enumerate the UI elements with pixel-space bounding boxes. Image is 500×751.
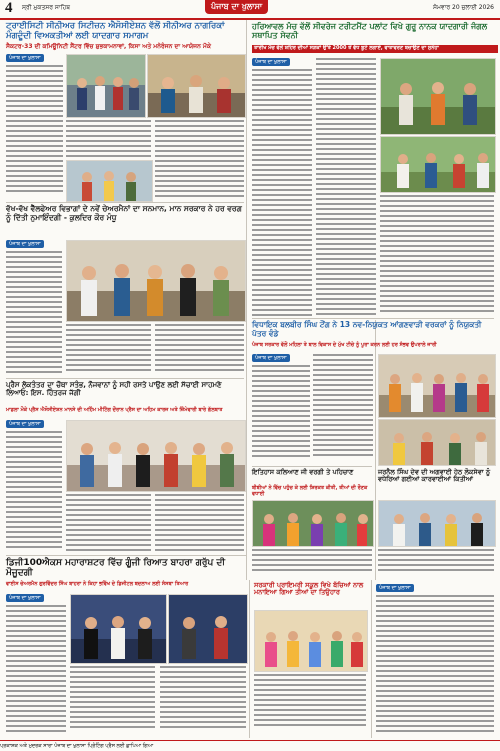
- article-photo: [380, 136, 496, 193]
- article-body: [66, 324, 151, 376]
- edition-city: ਸ੍ਰੀ ਮੁਕਤਸਰ ਸਾਹਿਬ: [22, 4, 71, 11]
- column-divider: [371, 580, 372, 738]
- imprint-footer: ਪ੍ਰਕਾਸ਼ਕ ਅਤੇ ਮੁਦਰਕ ਸਾਰਾ ਪੰਜਾਬ ਦਾ ਖੁਲਾਸਾ ਪ੍ਰਿੰਟਿੰਗ ਪ੍ਰੈਸ ਲਈ ਛਾਪਿਆ ਗਿਆ: [0, 740, 500, 751]
- article-photo: [147, 54, 246, 118]
- article-body: [66, 494, 151, 554]
- article-photo: [66, 420, 246, 492]
- subheadline-press-meeting: ਮਾਡਲਾ ਮੌਕੇ ਪ੍ਰੈਸ ਐਸੋਸੀਏਸ਼ਨ ਮਾਨਸੇ ਦੀ ਅਹਿੰਮ ਮੀਟਿੰਗ ਦੌਰਾਨ ਪ੍ਰੈਸ ਦਾ ਅਹਿਮ ਕਾਰਜ ਅਤੇ ਜ਼ਿੰਮੇਵਾਰੀ ਬਾਰੇ ਗੱਲਬਾਤ: [6, 407, 223, 413]
- article-photo: [168, 594, 248, 664]
- column-divider: [249, 580, 250, 738]
- subheadline-green-forest: ਤਾਰੀਖ ਮੰਚ ਵੱਲੋਂ ਸ਼ਹਿਰ ਦੀਆਂ ਸੜਕਾਂ ਉੱਤੇ 2000 ਤੋਂ ਵੱਧ ਬੂਟੇ ਲਗਾਏ, ਵਾਤਾਵਰਣ ਬਚਾਉਣ ਦਾ ਸੁਨੇਹਾ: [252, 45, 498, 53]
- article-photo: [66, 160, 153, 202]
- article-photo: [380, 58, 496, 135]
- article-body: [313, 354, 373, 460]
- page-header: [0, 0, 500, 20]
- article-photo: [66, 54, 146, 118]
- article-body: [6, 251, 62, 376]
- section-divider: [252, 466, 372, 467]
- article-photo: [252, 500, 374, 547]
- byline-tag: ਪੰਜਾਬ ਦਾ ਖੁਲਾਸਾ: [252, 58, 290, 66]
- masthead: ਪੰਜਾਬ ਦਾ ਖੁਲਾਸਾ: [205, 0, 268, 14]
- headline-anganwadi: ਵਿਧਾਇਕ ਬਲਬੀਰ ਸਿੰਘ ਟੌਂਗ ਨੇ 13 ਨਵ-ਨਿਯੁਕਤ ਆਂਗਣਵਾੜੀ ਵਰਕਰਾਂ ਨੂੰ ਨਿਯੁਕਤੀ ਪੱਤਰ ਵੰਡੇ: [252, 320, 482, 338]
- headline-green-forest: ਹਰਿਆਵਲ ਮੰਚ ਵੱਲੋਂ ਸੀਵਰੇਜ ਟਰੀਟਮੈਂਟ ਪਲਾਂਟ ਵਿਖੇ ਗੁਰੂ ਨਾਨਕ ਯਾਦਗਾਰੀ ਜੰਗਲ ਸਥਾਪਿਤ ਸੇਵਨੀ: [252, 22, 488, 41]
- article-body: [316, 58, 376, 318]
- article-body: [155, 324, 244, 376]
- article-photo: [70, 594, 167, 664]
- column-divider: [375, 320, 376, 580]
- subheadline-digi100x: ਵਾਈਸ ਚੇਅਰਮੈਨ ਗੁਰਵਿੰਦਰ ਸਿੰਘ ਬਾਹਰਾ ਨੇ ਕਿਹਾ ਭਵਿੱਖ ਦੇ ਡਿਜੀਟਲ ਬਦਲਾਅ ਲਈ ਸੰਸਥਾ ਤਿਆਰ: [6, 581, 189, 587]
- article-body: [6, 65, 63, 195]
- article-photo: [66, 240, 246, 322]
- section-divider: [6, 378, 244, 379]
- article-photo: [378, 500, 496, 547]
- byline-tag: ਪੰਜਾਬ ਦਾ ਖੁਲਾਸਾ: [6, 54, 44, 62]
- article-body: [70, 666, 155, 736]
- article-body: [380, 195, 494, 315]
- column-divider: [246, 20, 247, 580]
- article-photo: [378, 419, 496, 466]
- subheadline-anganwadi: ਪੰਜਾਬ ਸਰਕਾਰ ਵੱਲੋਂ ਮਹਿਲਾ ਤੇ ਬਾਲ ਵਿਕਾਸ ਦੇ ਮੁੱਖ ਟੀਚੇ ਨੂੰ ਪੂਰਾ ਕਰਨ ਲਈ ਹਰ ਸੰਭਵ ਉਪਰਾਲੇ ਜਾਰੀ: [252, 342, 437, 348]
- article-body: [6, 431, 62, 551]
- article-body: [252, 365, 310, 460]
- subheadline-teeyan: ਬੀਬੀਆਂ ਨੇ ਵਿੱਚ ਪਹੁੰਚ ਕੇ ਲਈ ਸ਼ਿਰਕਤ ਕੀਤੀ, ਤੀਆਂ ਦੀ ਰੌਣਕ ਵਧਾਈ: [252, 485, 368, 497]
- headline-chairmen-honour: ਵੱਖ-ਵੱਖ ਵੈੱਲਫੇਅਰ ਵਿਭਾਗਾਂ ਦੇ ਨਵੇਂ ਚੇਅਰਮੈਨਾਂ ਦਾ ਸਨਮਾਨ, ਮਾਨ ਸਰਕਾਰ ਨੇ ਹਰ ਵਰਗ ਨੂੰ ਦਿੱਤੀ ਨੁਮਾਇੰਦਗੀ - ਕੁਲਦਿਰ ਕੌਰ ਮੰਧੂ: [6, 204, 242, 222]
- article-body: [155, 494, 244, 554]
- section-divider: [252, 318, 494, 319]
- section-divider: [6, 555, 246, 556]
- subheadline-senior-citizens: ਸੈਕਟਰ-33 ਦੀ ਕਮਿਊਨਿਟੀ ਸੈਂਟਰ ਵਿੱਚ ਸ਼ੁਭਕਾਮਨਾਵਾਂ, ਕਿਸਾ ਅਤੇ ਮਨੋਰੰਜਨ ਦਾ ਆਯੋਜਨ ਮੌਕੇ: [6, 43, 211, 50]
- byline-tag: ਪੰਜਾਬ ਦਾ ਖੁਲਾਸਾ: [252, 354, 290, 362]
- article-body: [252, 69, 312, 319]
- headline-digi100x: ਡਿਜੀ100ਐਕਸ ਮਹਾਰਾਸ਼ਟਰ ਵਿੱਚ ਗੂੰਜੀ ਰਿਆਤ ਬਾਹਰਾ ਗਰੁੱਪ ਦੀ ਮੌਜੂਦਗੀ: [6, 558, 226, 579]
- article-body: [155, 120, 244, 200]
- article-photo: [254, 610, 368, 672]
- article-photo: [378, 354, 496, 418]
- headline-senior-citizens: ਟ੍ਰਾਈਸਿਟੀ ਸੀਨੀਅਰ ਸਿਟੀਜ਼ਨ ਐਸੋਸੀਏਸ਼ਨ ਵੱਲੋਂ ਸੀਨੀਅਰ ਨਾਗਰਿਕਾਂ ਮੰਗਦੂੰਦੀ ਵਿਅਕਤੀਆਂ ਲਈ ਯਾਦਗਾਰ ਸਮਾਗਮ: [6, 21, 225, 41]
- article-body: [160, 666, 246, 736]
- page-number: 4: [5, 0, 13, 16]
- article-body: [254, 674, 366, 736]
- article-body: [378, 549, 494, 579]
- article-body: [6, 605, 66, 737]
- article-body: [376, 595, 494, 737]
- byline-tag: ਪੰਜਾਬ ਦਾ ਖੁਲਾਸਾ: [6, 594, 44, 602]
- byline-tag: ਪੰਜਾਬ ਦਾ ਖੁਲਾਸਾ: [6, 240, 44, 248]
- headline-press-meeting: ਪ੍ਰੈਸ ਲੋਕਤੰਤਰ ਦਾ ਚੌਥਾ ਸਤੰਭ, ਨੌਜਵਾਨਾਂ ਨੂੰ ਸਹੀ ਰਸਤੇ ਪਾਉਣ ਲਈ ਸੱਚਾਈ ਸਾਹਮਣੇ ਲਿਆਓ: ਇਸ. ਹਿੰਤਰਜ ਜੱਗੀ: [6, 381, 222, 398]
- headline-school-teeyan: ਸਰਕਾਰੀ ਪ੍ਰਾਇਮਰੀ ਸਕੂਲ ਵਿਖੇ ਬੱਚਿਆਂ ਨਾਲ ਮਨਾਇਆ ਗਿਆ ਤੀਆਂ ਦਾ ਤਿਉਹਾਰ: [254, 581, 364, 597]
- headline-jarnail: ਜਰਨੈਲ ਸਿੰਘ ਦੇਵ ਦੀ ਅਗਵਾਈ ਹੇਠ ਲੋਕਸੇਵਾ ਨੂੰ ਵਧੇਰਿਆਂ ਗਈਆਂ ਕਾਰਵਾਈਆਂ ਕਿਤੀਆਂ: [378, 468, 491, 484]
- article-body: [252, 549, 372, 579]
- byline-tag: ਪੰਜਾਬ ਦਾ ਖੁਲਾਸਾ: [376, 584, 414, 592]
- headline-teeyan: ਇਤਿਹਾਸ ਕਲਿਆਣ ਜੀ ਵਰਗੀ ਤੇ ਪਹਿਚਾਣ: [252, 468, 354, 476]
- byline-tag: ਪੰਜਾਬ ਦਾ ਖੁਲਾਸਾ: [6, 420, 44, 428]
- section-divider: [6, 202, 244, 203]
- edition-date: ਸੋਮਵਾਰ 20 ਜੁਲਾਈ 2026: [432, 4, 494, 11]
